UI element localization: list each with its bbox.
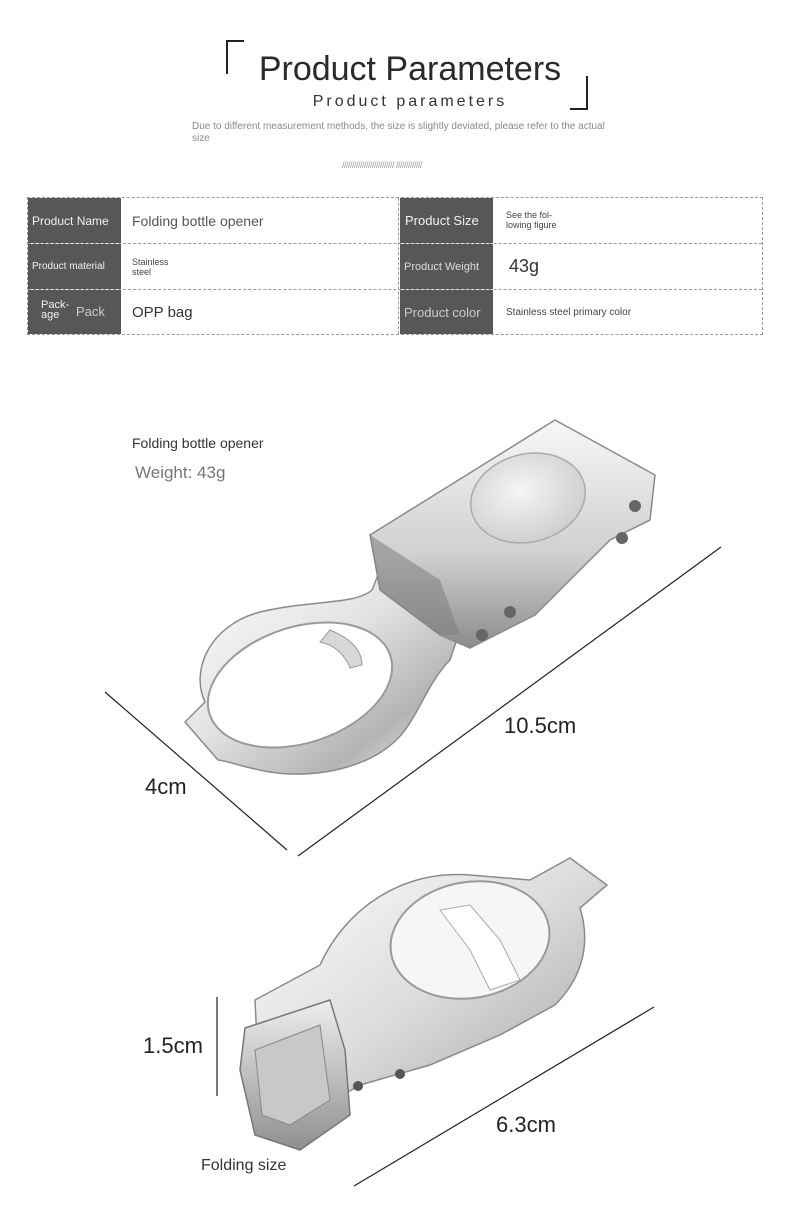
folding-size-caption: Folding size	[201, 1157, 287, 1174]
weight-label: Product Weight	[400, 244, 493, 289]
figure-product-name: Folding bottle opener	[132, 435, 264, 451]
package-label-line-1: Pack-	[41, 299, 70, 311]
column-divider	[398, 198, 399, 334]
opened-opener-illustration	[0, 380, 790, 860]
product-size-value-line-1: See the fol-	[506, 210, 553, 220]
parameter-table	[27, 197, 763, 335]
figure-product-weight: Weight: 43g	[135, 463, 226, 482]
folded-opener-illustration	[0, 850, 790, 1226]
measurement-note: Due to different measurement methods, the size is slightly deviated, please refer to the actual size	[192, 121, 605, 144]
weight-value: 43g	[509, 256, 540, 276]
folded-length-label: 6.3cm	[496, 1112, 556, 1137]
product-size-value	[506, 210, 656, 230]
material-value-line-2: steel	[132, 267, 152, 277]
page-subtitle: Product parameters	[312, 93, 508, 110]
package-label-line-2: age	[41, 309, 60, 321]
color-label: Product color	[400, 290, 493, 334]
material-value	[132, 257, 252, 277]
material-label: Product material	[28, 244, 121, 289]
product-size-value-line-2: lowing figure	[506, 220, 557, 230]
opener-body	[185, 420, 655, 774]
package-label-stack	[41, 300, 69, 320]
decorative-divider: ////////////////////////// /////////////	[342, 160, 423, 170]
folded-opener-body	[240, 858, 607, 1150]
product-size-label: Product Size	[400, 198, 493, 243]
package-label	[28, 290, 121, 334]
product-name-value: Folding bottle opener	[132, 212, 264, 229]
package-label-pack: Pack	[76, 304, 105, 319]
row-divider	[28, 243, 762, 244]
width-dimension-label: 4cm	[145, 774, 187, 799]
product-name-label: Product Name	[28, 198, 121, 243]
page-title: Product Parameters	[258, 50, 562, 88]
folded-height-label: 1.5cm	[143, 1033, 203, 1058]
package-value: OPP bag	[132, 303, 193, 321]
material-value-line-1: Stainless	[132, 257, 169, 267]
length-dimension-label: 10.5cm	[504, 713, 577, 738]
color-value: Stainless steel primary color	[506, 306, 632, 318]
